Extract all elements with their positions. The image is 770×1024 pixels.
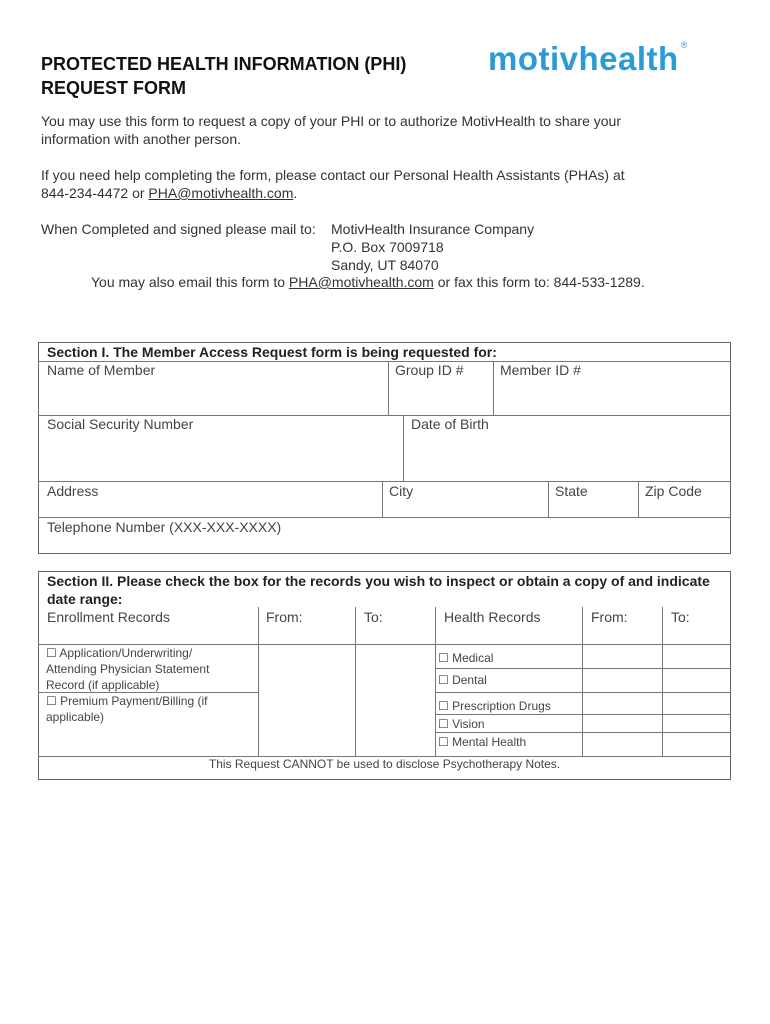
email-fax-line xyxy=(91,273,645,291)
health-records-header: Health Records xyxy=(444,609,541,625)
city-field[interactable] xyxy=(382,482,548,518)
section-2-heading-line-1: Section II. Please check the box for the records you wish to inspect or obtain a copy of and indicate xyxy=(47,573,710,589)
zip-field[interactable] xyxy=(638,482,730,518)
mail-company: MotivHealth Insurance Company xyxy=(331,221,535,237)
enrollment-records-header: Enrollment Records xyxy=(47,609,170,625)
medical-checkbox[interactable]: ☐ Medical xyxy=(438,651,494,665)
premium-payment-checkbox[interactable] xyxy=(46,693,207,725)
intro-line-1: You may use this form to request a copy of your PHI or to authorize MotivHealth to share your xyxy=(41,113,621,129)
phone-label: Telephone Number (XXX-XXX-XXXX) xyxy=(47,519,282,535)
member-name-label: Name of Member xyxy=(47,362,156,378)
section-2-heading xyxy=(47,572,727,608)
application-line-2: Attending Physician Statement xyxy=(46,662,210,676)
psychotherapy-notice: This Request CANNOT be used to disclose Psychotherapy Notes. xyxy=(208,757,561,771)
divider xyxy=(662,607,663,757)
divider xyxy=(435,732,731,733)
intro-line-2: information with another person. xyxy=(41,131,241,147)
divider xyxy=(435,607,436,757)
email-link[interactable]: PHA@motivhealth.com xyxy=(288,274,434,290)
divider xyxy=(435,668,731,669)
dob-field[interactable] xyxy=(404,415,730,481)
vision-checkbox[interactable]: ☐ Vision xyxy=(438,717,485,731)
address-field[interactable] xyxy=(40,482,382,518)
divider xyxy=(355,607,356,757)
zip-label: Zip Code xyxy=(645,483,702,499)
ssn-label: Social Security Number xyxy=(47,416,194,432)
section-1-heading: Section I. The Member Access Request form is being requested for: xyxy=(47,344,497,360)
help-line-2 xyxy=(41,184,625,202)
logo-text: motivhealth xyxy=(488,40,679,77)
application-line-1: ☐ Application/Underwriting/ xyxy=(46,646,193,660)
section-2-heading-line-2: date range: xyxy=(47,591,123,607)
ssn-field[interactable] xyxy=(40,415,403,481)
enrollment-to-header: To: xyxy=(364,609,383,625)
help-end: . xyxy=(293,185,298,201)
state-label: State xyxy=(555,483,588,499)
help-line-1: If you need help completing the form, please contact our Personal Health Assistants (PHAs) at xyxy=(41,167,625,183)
help-paragraph xyxy=(41,166,625,202)
mail-label: When Completed and signed please mail to: xyxy=(41,221,316,237)
city-label: City xyxy=(389,483,414,499)
health-to-header: To: xyxy=(671,609,690,625)
health-from-header: From: xyxy=(591,609,628,625)
prescription-drugs-checkbox[interactable]: ☐ Prescription Drugs xyxy=(438,699,551,713)
dob-label: Date of Birth xyxy=(411,416,489,432)
member-name-field[interactable] xyxy=(40,361,388,415)
divider xyxy=(258,607,259,757)
application-underwriting-checkbox[interactable] xyxy=(46,645,209,693)
group-id-label: Group ID # xyxy=(395,362,464,378)
premium-line-1: ☐ Premium Payment/Billing (if xyxy=(46,694,208,708)
premium-line-2: applicable) xyxy=(46,710,105,724)
address-label: Address xyxy=(47,483,99,499)
state-field[interactable] xyxy=(548,482,638,518)
help-phone: 844-234-4472 or xyxy=(41,185,149,201)
dental-checkbox[interactable]: ☐ Dental xyxy=(438,673,487,687)
member-id-field[interactable] xyxy=(493,361,730,415)
divider xyxy=(435,692,731,693)
mental-health-checkbox[interactable]: ☐ Mental Health xyxy=(438,735,527,749)
mail-po-box: P.O. Box 7009718 xyxy=(331,239,444,255)
group-id-field[interactable] xyxy=(388,361,493,415)
motivhealth-logo xyxy=(488,40,688,78)
title-line-2: REQUEST FORM xyxy=(41,78,187,98)
title-line-1: PROTECTED HEALTH INFORMATION (PHI) xyxy=(41,54,407,74)
member-id-label: Member ID # xyxy=(500,362,581,378)
mail-city: Sandy, UT 84070 xyxy=(331,257,439,273)
registered-mark: ® xyxy=(680,40,688,50)
email-suffix: or fax this form to: 844-533-1289. xyxy=(433,274,645,290)
application-line-3: Record (if applicable) xyxy=(46,678,160,692)
email-prefix: You may also email this form to xyxy=(91,274,289,290)
help-email-link[interactable]: PHA@motivhealth.com xyxy=(148,185,294,201)
divider xyxy=(582,607,583,757)
intro-paragraph xyxy=(41,112,621,148)
phone-field[interactable] xyxy=(40,518,730,553)
enrollment-from-header: From: xyxy=(266,609,303,625)
divider xyxy=(435,714,731,715)
page-title xyxy=(41,52,406,100)
